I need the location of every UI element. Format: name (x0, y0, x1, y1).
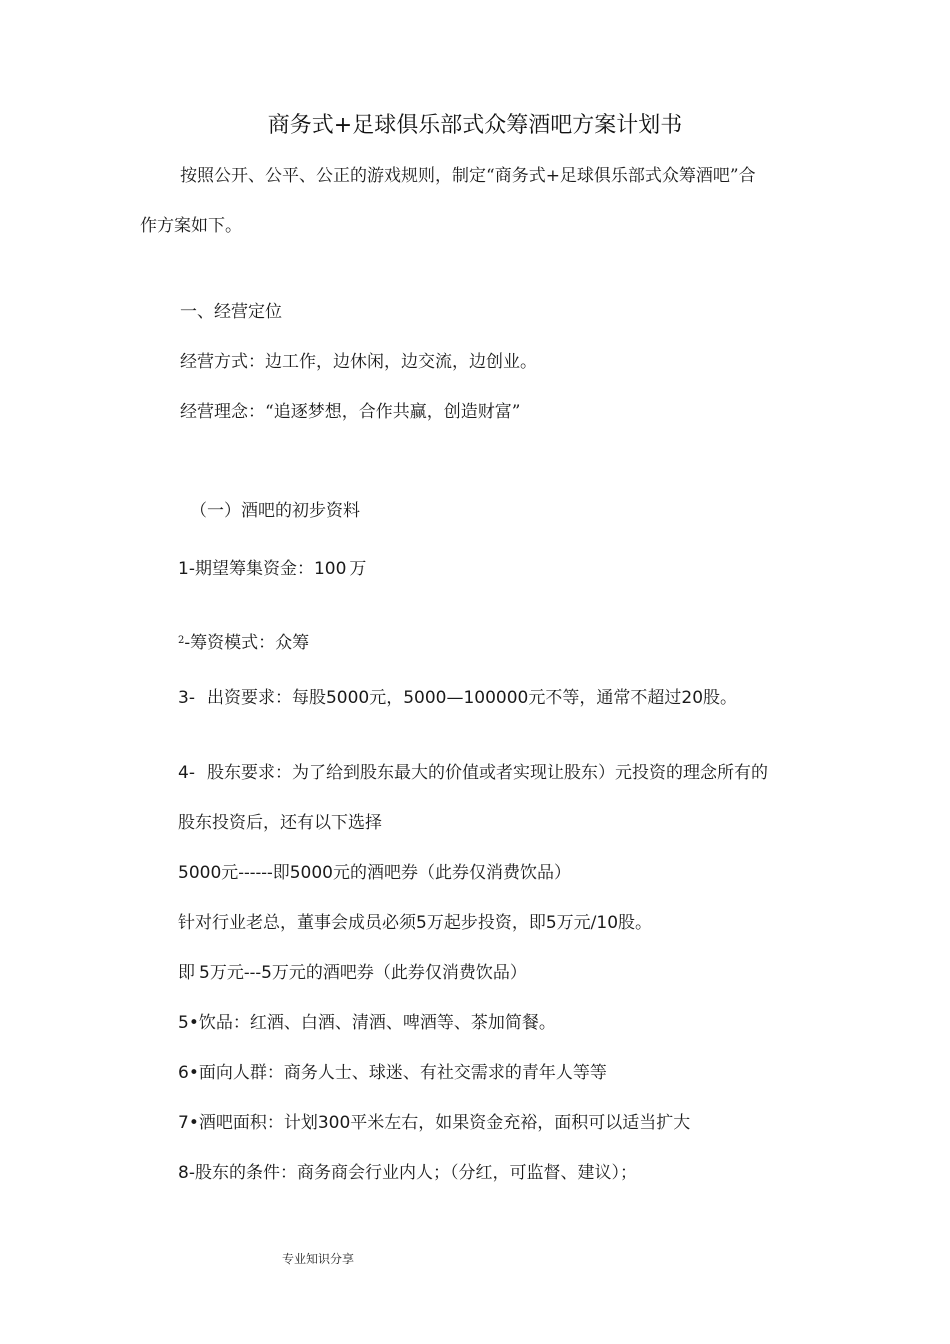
option-50k-voucher (178, 961, 527, 985)
item-text: 元的酒吧券（此券仅消费饮品） (333, 863, 571, 883)
item-value: 5000—100000 (403, 688, 529, 708)
item-text: 元------即 (221, 863, 290, 883)
subsection-heading-basic-info: （一）酒吧的初步资料 (190, 501, 360, 521)
item-text: 平米左右，如果资金充裕，面积可以适当扩大 (350, 1113, 691, 1133)
item-value: 5000 (325, 688, 370, 708)
item-value: 5000 (289, 863, 333, 883)
item-text: 股东要求：为了给到股东最大的价值或者实现让股东）元投资的理念所有的 (206, 763, 768, 783)
shareholder-requirement-continued: 股东投资后，还有以下选择 (178, 813, 382, 833)
list-item-funding-target (178, 557, 366, 581)
list-item-bar-area (178, 1111, 690, 1135)
item-text: 期望筹集资金： (194, 559, 314, 579)
item-value: 100 (313, 559, 347, 579)
list-item-funding-mode (178, 631, 309, 655)
intro-line-1: 按照公开、公平、公正的游戏规则，制定“商务式+足球俱乐部式众筹酒吧”合 (180, 166, 756, 186)
item-text: 饮品：红酒、白酒、清酒、啤酒等、茶加简餐。 (198, 1013, 556, 1033)
section-heading-positioning: 一、经营定位 (180, 302, 282, 322)
list-item-target-audience (178, 1061, 607, 1085)
item-text: 元不等，通常不超过 (528, 688, 682, 708)
list-item-drinks (178, 1011, 556, 1035)
business-mode: 经营方式：边工作，边休闲，边交流，边创业。 (180, 352, 537, 372)
item-text: 万元的酒吧券（此券仅消费饮品） (271, 963, 527, 983)
item-number: 3- (178, 688, 195, 708)
list-item-shareholder-requirement (178, 761, 768, 785)
item-number: 2 (178, 635, 185, 646)
item-text: 针对行业老总，董事会成员必须 (178, 913, 416, 933)
item-text: 股。 (703, 688, 738, 708)
list-item-investment-requirement (178, 686, 737, 710)
item-text: 股东的条件：商务商会行业内人；（分红，可监督、建议）； (194, 1163, 637, 1183)
document-title: 商务式+足球俱乐部式众筹酒吧方案计划书 (267, 113, 683, 138)
item-number: 5• (178, 1013, 199, 1033)
item-text: 酒吧面积：计划 (198, 1113, 318, 1133)
item-text: 元， (369, 688, 404, 708)
item-text: 万起步投资，即 (426, 913, 546, 933)
item-text: 面向人群：商务人士、球迷、有社交需求的青年人等等 (198, 1063, 607, 1083)
list-item-shareholder-conditions (178, 1161, 637, 1185)
item-text: -筹资模式：众筹 (184, 633, 310, 653)
option-5000-voucher (178, 861, 571, 885)
item-value: 20 (681, 688, 704, 708)
item-text: 即 (178, 963, 195, 983)
item-value: 5 (545, 913, 557, 933)
item-value: 5 (261, 963, 272, 983)
item-text: 万元--- (209, 963, 262, 983)
item-number: 8- (178, 1163, 195, 1183)
business-concept: 经营理念：“追逐梦想，合作共赢，创造财富” (180, 402, 521, 422)
option-executive-investment (178, 911, 652, 935)
item-text: 股。 (618, 913, 653, 933)
page-footer: 专业知识分享 (282, 1252, 355, 1266)
item-value: 10 (596, 913, 619, 933)
item-text: 出资要求：每股 (206, 688, 326, 708)
item-value: 5 (416, 913, 427, 933)
item-number: 4- (178, 763, 195, 783)
item-number: 1- (178, 559, 195, 579)
item-value: 5000 (178, 863, 222, 883)
item-text: 万元/ (556, 913, 597, 933)
intro-line-2: 作方案如下。 (140, 216, 242, 236)
item-number: 6• (178, 1063, 199, 1083)
item-value: 300 (317, 1113, 351, 1133)
item-value: 5 (199, 963, 210, 983)
item-unit: 万 (349, 559, 367, 579)
item-number: 7• (178, 1113, 199, 1133)
